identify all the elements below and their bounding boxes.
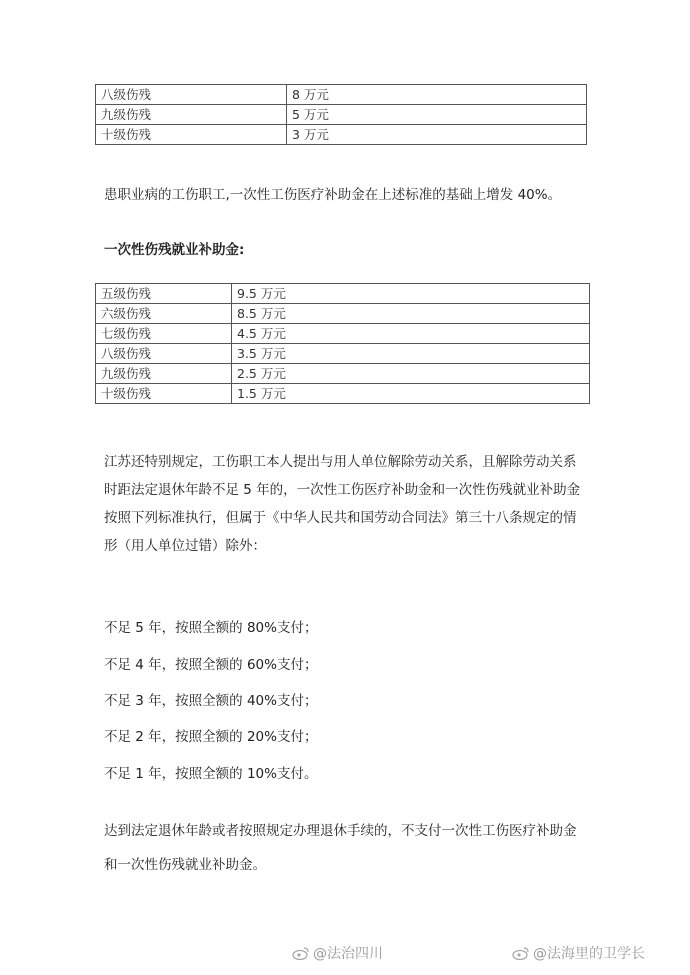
table-row bbox=[96, 105, 587, 125]
table-cell-amount: 2.5 万元 bbox=[232, 364, 590, 384]
jiangsu-provision-paragraph bbox=[104, 448, 594, 560]
paragraph-line: 达到法定退休年龄或者按照规定办理退休手续的，不支付一次性工伤医疗补助金 bbox=[104, 823, 577, 839]
table-row bbox=[96, 284, 590, 304]
table-cell-level: 九级伤残 bbox=[96, 105, 287, 125]
disability-employment-subsidy-table bbox=[95, 283, 590, 404]
weibo-icon bbox=[292, 946, 310, 960]
table-cell-amount: 3 万元 bbox=[287, 125, 587, 145]
watermark-text: @法海里的卫学长 bbox=[533, 946, 645, 962]
watermark-text: @法治四川 bbox=[313, 946, 383, 962]
table-cell-level: 六级伤残 bbox=[96, 304, 232, 324]
disability-medical-subsidy-table bbox=[95, 84, 587, 145]
list-item: 不足 4 年，按照全额的 60%支付； bbox=[104, 657, 318, 673]
table-row bbox=[96, 304, 590, 324]
list-item: 不足 5 年，按照全额的 80%支付； bbox=[104, 620, 318, 636]
table-row bbox=[96, 324, 590, 344]
watermark-left bbox=[292, 943, 383, 963]
retirement-paragraph bbox=[104, 814, 594, 882]
table-cell-amount: 9.5 万元 bbox=[232, 284, 590, 304]
paragraph-line: 按照下列标准执行，但属于《中华人民共和国劳动合同法》第三十八条规定的情 bbox=[104, 510, 577, 526]
occupational-disease-note: 患职业病的工伤职工,一次性工伤医疗补助金在上述标准的基础上增发 40%。 bbox=[104, 187, 562, 203]
table-cell-amount: 3.5 万元 bbox=[232, 344, 590, 364]
table-cell-level: 八级伤残 bbox=[96, 344, 232, 364]
table-cell-amount: 4.5 万元 bbox=[232, 324, 590, 344]
list-item: 不足 3 年，按照全额的 40%支付； bbox=[104, 693, 318, 709]
table-row bbox=[96, 384, 590, 404]
paragraph-line: 和一次性伤残就业补助金。 bbox=[104, 857, 266, 873]
table-cell-level: 八级伤残 bbox=[96, 85, 287, 105]
table-cell-amount: 8 万元 bbox=[287, 85, 587, 105]
table-cell-level: 十级伤残 bbox=[96, 125, 287, 145]
paragraph-line: 形（用人单位过错）除外： bbox=[104, 538, 266, 554]
section-heading-employment-subsidy: 一次性伤残就业补助金: bbox=[104, 242, 245, 258]
table-cell-level: 十级伤残 bbox=[96, 384, 232, 404]
list-item: 不足 2 年，按照全额的 20%支付； bbox=[104, 729, 318, 745]
table-row bbox=[96, 364, 590, 384]
table-row bbox=[96, 85, 587, 105]
table-cell-level: 九级伤残 bbox=[96, 364, 232, 384]
table-cell-amount: 8.5 万元 bbox=[232, 304, 590, 324]
table-cell-level: 七级伤残 bbox=[96, 324, 232, 344]
list-item: 不足 1 年，按照全额的 10%支付。 bbox=[104, 766, 318, 782]
table-cell-amount: 5 万元 bbox=[287, 105, 587, 125]
watermark-right bbox=[512, 943, 645, 963]
table-row bbox=[96, 344, 590, 364]
paragraph-line: 时距法定退休年龄不足 5 年的，一次性工伤医疗补助金和一次性伤残就业补助金 bbox=[104, 482, 581, 498]
table-cell-level: 五级伤残 bbox=[96, 284, 232, 304]
table-cell-amount: 1.5 万元 bbox=[232, 384, 590, 404]
table-row bbox=[96, 125, 587, 145]
weibo-icon bbox=[512, 946, 530, 960]
paragraph-line: 江苏还特别规定，工伤职工本人提出与用人单位解除劳动关系，且解除劳动关系 bbox=[104, 454, 577, 470]
